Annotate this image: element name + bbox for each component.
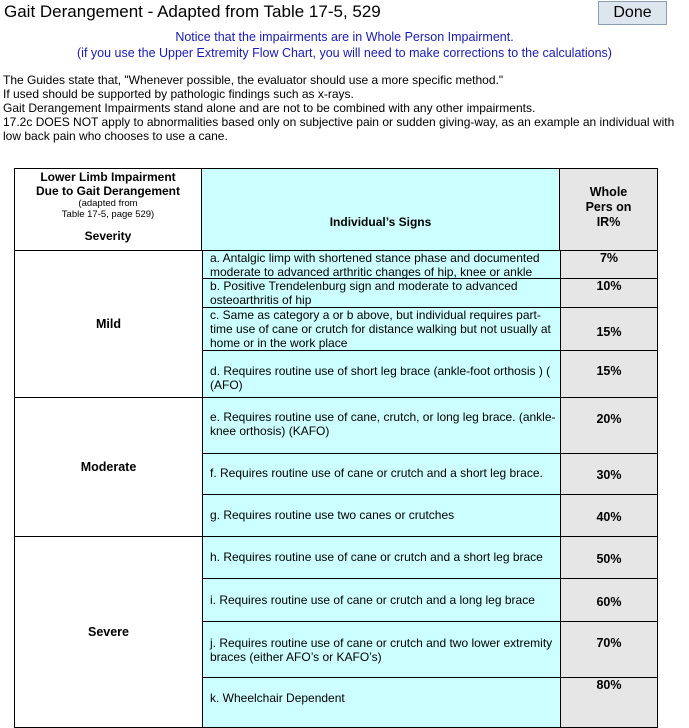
header-col3-line3: IR% [596,215,621,229]
pct-row-h: 50% [560,537,658,579]
sign-row-g: g. Requires routine use two canes or crutches [202,495,560,537]
pct-row-k: 80% [560,678,658,728]
header-col1-sub2: Table 17-5, page 529) [61,209,155,220]
window-title: Gait Derangement - Adapted from Table 17-5, 529 [4,2,381,21]
guideline-text-5: low back pain who chooses to use a cane. [3,129,228,143]
header-col3-line1: Whole [589,185,628,199]
sign-row-i: i. Requires routine use of cane or crutch and a long leg brace [202,579,560,622]
sign-row-d: d. Requires routine use of short leg brace (ankle-foot orthosis ) ( (AFO) [202,351,560,398]
notice-line-1: Notice that the impairments are in Whole Person Impairment. [175,30,514,44]
guideline-text-3: Gait Derangement Impairments stand alone and are not to be combined with any other impairments. [3,101,536,115]
header-signs-column [202,168,560,251]
pct-row-e: 20% [560,398,658,454]
pct-row-b: 10% [560,279,658,308]
header-percent-column [560,168,658,251]
header-signs-label: Individual’s Signs [329,215,432,229]
gait-impairment-table [14,168,658,728]
sign-row-a: a. Antalgic limp with shortened stance phase and documented moderate to advanced arthritic changes of hip, knee or ankle [202,251,560,279]
notice-line-2: (if you use the Upper Extremity Flow Chart, you will need to make corrections to the calculations) [77,46,612,60]
sign-row-e: e. Requires routine use of cane, crutch, or long leg brace. (ankle-knee orthosis) (KAFO) [202,398,560,454]
done-button[interactable]: Done [598,1,667,25]
header-severity-label: Severity [84,229,132,243]
severity-mild: Mild [14,251,202,398]
header-col3-line2: Pers on [585,200,632,214]
pct-row-c: 15% [560,308,658,351]
pct-row-j: 70% [560,622,658,678]
sign-row-j: j. Requires routine use of cane or crutch and two lower extremity braces (either AFO’s or KAFO’s) [202,622,560,678]
header-col1-line1: Lower Limb Impairment [40,170,176,184]
severity-severe: Severe [14,537,202,728]
sign-row-b: b. Positive Trendelenburg sign and moderate to advanced osteoarthritis of hip [202,279,560,308]
guideline-text-4: 17.2c DOES NOT apply to abnormalities based only on subjective pain or sudden giving-way, as an example an individual with [3,115,675,129]
pct-row-i: 60% [560,579,658,622]
sign-row-k: k. Wheelchair Dependent [202,678,560,728]
header-col1-sub1: (adapted from [78,198,138,209]
sign-row-f: f. Requires routine use of cane or crutch and a short leg brace. [202,454,560,495]
pct-row-d: 15% [560,351,658,398]
guideline-text-1: The Guides state that, "Whenever possible, the evaluator should use a more specific method." [3,73,504,87]
header-severity-column [14,168,202,251]
pct-row-a: 7% [560,251,658,279]
pct-row-f: 30% [560,454,658,495]
guideline-text-2: If used should be supported by pathologic findings such as x-rays. [3,87,354,101]
header-col1-line2: Due to Gait Derangement [35,184,181,198]
sign-row-c: c. Same as category a or b above, but individual requires part-time use of cane or crutch for distance walking but not usually at home or in the work place [202,308,560,351]
pct-row-g: 40% [560,495,658,537]
sign-row-h: h. Requires routine use of cane or crutch and a short leg brace [202,537,560,579]
severity-moderate: Moderate [14,398,202,537]
